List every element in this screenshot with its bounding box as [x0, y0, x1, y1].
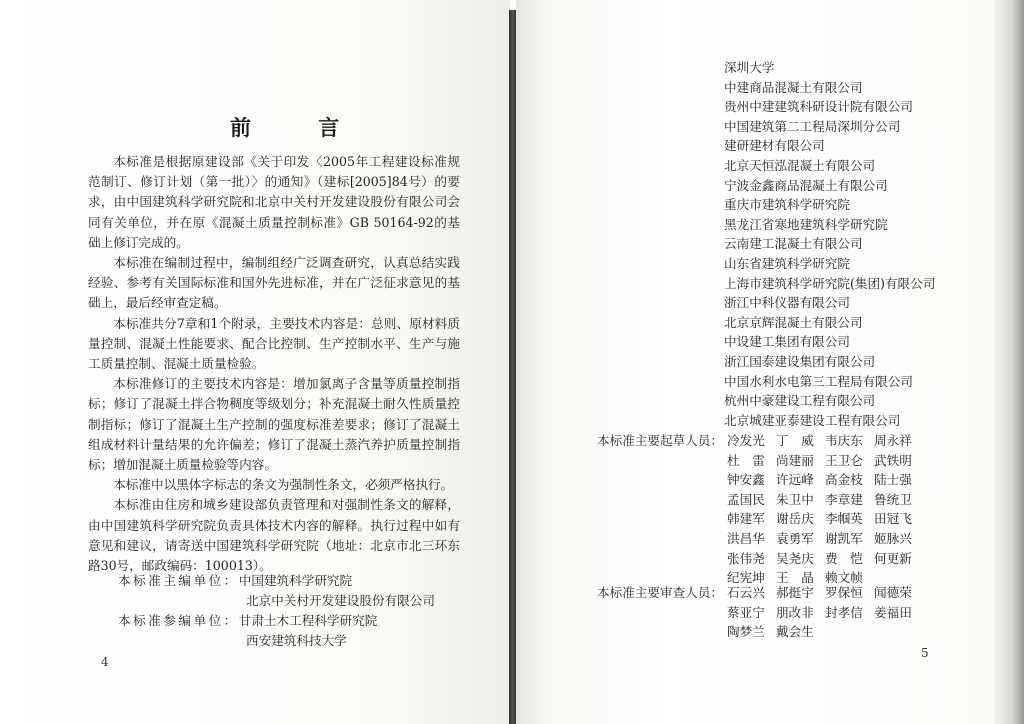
book-spine	[509, 10, 516, 724]
organization-item: 中国建筑第二工程局深圳分公司	[724, 118, 901, 134]
drafter-name: 王卫仑	[825, 452, 863, 468]
organization-item: 重庆市建筑科学研究院	[724, 197, 850, 213]
chief-units-row	[118, 571, 352, 591]
drafter-name: 田冠飞	[874, 511, 912, 527]
reviewer-name: 陶梦兰	[727, 624, 765, 640]
drafter-name: 吴尧庆	[776, 550, 814, 566]
chief-unit: 中国建筑科学研究院	[238, 573, 353, 588]
drafter-name: 高金枝	[825, 472, 863, 488]
organization-item: 黑龙江省寒地建筑科学研究院	[724, 216, 888, 232]
chief-units-label: 本标准主编单位：	[118, 573, 239, 588]
drafter-name: 鲁统卫	[874, 491, 912, 507]
paragraph: 本标准共分7章和1个附录，主要技术内容是：总则、原材料质量控制、混凝土性能要求、配合比控制、生产控制水平、生产与施工质量控制、混凝土质量检验。	[88, 315, 460, 372]
preface-heading: 前 言	[230, 115, 370, 140]
organization-item: 中设建工集团有限公司	[724, 334, 850, 350]
reviewer-name: 朋改非	[776, 604, 814, 620]
organization-item: 北京天恒泓混凝土有限公司	[724, 157, 876, 173]
reviewer-name: 封孝信	[825, 604, 863, 620]
organization-item: 深圳大学	[724, 60, 775, 75]
drafters-grid	[727, 431, 923, 588]
reviewer-name: 闻德荣	[874, 585, 912, 600]
organization-item: 中建商品混凝土有限公司	[724, 79, 863, 95]
drafter-name: 袁勇军	[776, 530, 814, 546]
reviewer-name: 戴会生	[776, 624, 814, 640]
reviewers-label: 本标准主要审查人员：	[597, 585, 723, 600]
drafters-label: 本标准主要起草人员：	[597, 433, 723, 448]
chief-unit-row	[246, 591, 435, 611]
organization-item: 贵州中建建筑科研设计院有限公司	[724, 99, 913, 115]
drafter-name: 何更新	[874, 550, 912, 566]
drafter-name: 李帼英	[825, 511, 863, 527]
organization-item: 中国水利水电第三工程局有限公司	[724, 373, 913, 389]
drafter-name: 韩建军	[727, 511, 765, 527]
organization-item: 浙江中科仪器有限公司	[724, 295, 850, 311]
participating-unit: 甘肃土木工程科学研究院	[238, 613, 378, 628]
organization-item: 杭州中豪建设工程有限公司	[724, 393, 876, 409]
page-edge-shadow	[994, 0, 1024, 724]
organization-item: 云南建工混凝土有限公司	[724, 236, 863, 252]
drafter-name: 谢岳庆	[776, 511, 814, 527]
drafter-name: 赖文帧	[825, 570, 863, 586]
paragraph: 本标准中以黑体字标志的条文为强制性条文，必须严格执行。	[113, 477, 454, 493]
paragraph: 本标准在编制过程中，编制组经广泛调查研究，认真总结实践经验、参考有关国际标准和国外先进标准，并在广泛征求意见的基础上，最后经审查定稿。	[88, 255, 460, 311]
organization-item: 宁波金鑫商品混凝土有限公司	[724, 177, 888, 193]
drafter-name: 冷发光	[727, 433, 765, 448]
drafter-name: 周永祥	[874, 433, 912, 448]
organization-item: 上海市建筑科学研究院(集团)有限公司	[724, 275, 936, 291]
paragraph: 本标准由住房和城乡建设部负责管理和对强制性条文的解释，由中国建筑科学研究院负责具体技术内容的解释。执行过程中如有意见和建议，请寄送中国建筑科学研究院（地址：北京市北三环东路30号，邮政编码：100013）。	[88, 497, 460, 574]
participating-unit-row	[246, 631, 347, 651]
drafter-name: 韦庆东	[825, 433, 863, 448]
reviewer-name: 罗保恒	[825, 585, 863, 600]
paragraph: 本标准修订的主要技术内容是：增加氯离子含量等质量控制指标；修订了混凝土拌合物稠度等级划分；补充混凝土耐久性质量控制指标；修订了混凝土生产控制的强度标准差要求；修订了混凝土组成材料计量结果的允许偏差；修订了混凝土蒸汽养护质量控制指标；增加混凝土质量检验等内容。	[88, 376, 460, 473]
drafter-name: 陆士强	[874, 472, 912, 488]
reviewer-name: 郝挺宇	[776, 585, 814, 600]
reviewers-grid	[727, 583, 923, 642]
drafter-name: 许远峰	[776, 472, 814, 488]
drafter-name: 朱卫中	[776, 491, 814, 507]
drafter-name: 洪昌华	[727, 530, 765, 546]
drafter-name: 王 晶	[776, 570, 814, 586]
participating-units-row	[118, 611, 377, 631]
reviewer-name: 石云兴	[727, 585, 765, 600]
drafter-name: 孟国民	[727, 491, 765, 507]
reviewer-name: 姜福田	[874, 604, 912, 620]
drafter-name: 丁 威	[776, 433, 814, 448]
drafter-name: 李章建	[825, 491, 863, 507]
drafter-name: 费 恺	[825, 550, 863, 566]
drafter-name: 尚建丽	[776, 452, 814, 468]
participating-organizations-list	[724, 58, 935, 430]
organization-item: 山东省建筑科学研究院	[724, 255, 850, 271]
chief-unit: 北京中关村开发建设股份有限公司	[246, 593, 435, 608]
drafter-name: 姬脉兴	[874, 530, 912, 546]
page-number-right: 5	[921, 646, 929, 660]
page-number-left: 4	[101, 655, 109, 669]
drafter-name: 谢凯军	[825, 530, 863, 546]
participating-unit: 西安建筑科技大学	[246, 633, 347, 648]
drafter-name: 武铁明	[874, 452, 912, 468]
organization-item: 建研建材有限公司	[724, 138, 825, 154]
drafter-name: 纪宪坤	[727, 570, 765, 586]
organization-item: 北京京辉混凝土有限公司	[724, 314, 863, 330]
drafter-name: 杜 雷	[727, 452, 765, 468]
preface-body	[88, 152, 460, 576]
organization-item: 浙江国泰建设集团有限公司	[724, 353, 876, 369]
drafter-name: 张伟尧	[727, 550, 765, 566]
paragraph: 本标准是根据原建设部《关于印发〈2005年工程建设标准规范制订、修订计划（第一批）〉的通知》（建标[2005]84号）的要求，由中国建筑科学研究院和北京中关村开发建设股份有限公司会同有关单位，并在原《混凝土质量控制标准》GB 50164-92的基础上修订完成的。	[88, 154, 460, 250]
organization-item: 北京城建亚泰建设工程有限公司	[724, 412, 901, 428]
drafter-name: 钟安鑫	[727, 472, 765, 488]
participating-units-label: 本标准参编单位：	[118, 613, 239, 628]
reviewer-name: 蔡亚宁	[727, 604, 765, 620]
